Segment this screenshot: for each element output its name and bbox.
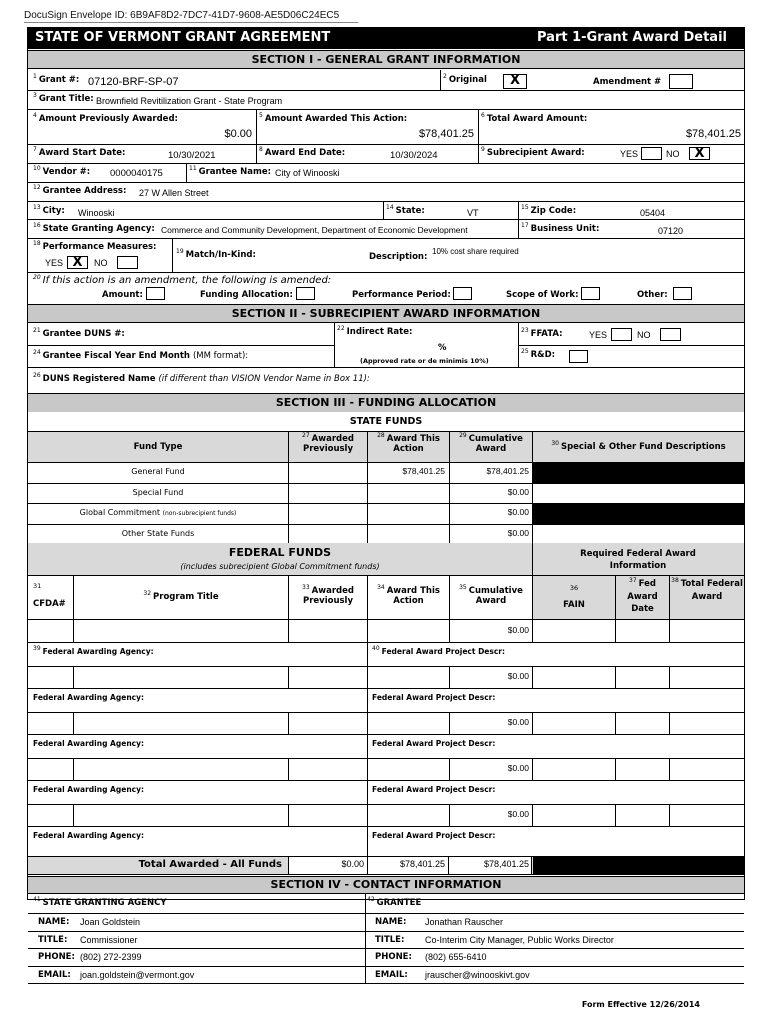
total-awarded-label: Total Awarded - All Funds xyxy=(138,859,282,870)
amend-funding-checkbox[interactable] xyxy=(296,287,315,300)
title-bar xyxy=(27,27,745,49)
performance-yes-label: YES xyxy=(45,258,64,268)
grant-title-label: $^3$ Grant Title: xyxy=(33,92,94,104)
divider xyxy=(28,758,744,759)
duns-registered-label: $^{26}$ DUNS Registered Name (if different than VISION Vendor Name in Box 11): xyxy=(33,372,370,384)
total-award-label: $^6$ Total Award Amount: xyxy=(481,112,588,124)
fed-cum-value[interactable]: $0.00 xyxy=(507,763,529,773)
total-prev-value[interactable]: $0.00 xyxy=(341,859,364,869)
amendment-box[interactable] xyxy=(669,74,693,89)
divider xyxy=(28,688,744,689)
state-contact-name[interactable]: Joan Goldstein xyxy=(80,917,141,927)
divider xyxy=(28,238,744,239)
divider xyxy=(28,780,744,781)
zip-label: $^{15}$ Zip Code: xyxy=(521,204,577,216)
amend-amount-checkbox[interactable] xyxy=(146,287,165,300)
subrecipient-yes-label: YES xyxy=(620,149,639,159)
ffata-yes-label: YES xyxy=(589,330,608,340)
divider xyxy=(186,163,187,182)
state-fund-this[interactable]: $78,401.25 xyxy=(402,466,445,476)
grant-title-value[interactable]: Brownfield Revitilization Grant - State Program xyxy=(96,96,283,106)
divider xyxy=(28,163,744,164)
ffata-label: $^{23}$ FFATA: xyxy=(521,327,563,339)
divider xyxy=(532,666,533,688)
divider xyxy=(532,431,533,544)
envelope-underline xyxy=(24,22,358,23)
performance-yes-checkbox[interactable]: X xyxy=(67,256,88,269)
fed-project-label: Federal Award Project Descr: xyxy=(372,739,496,748)
amendment-text: $^{20}$ If this action is an amendment, the following is amended: xyxy=(33,274,332,286)
divider xyxy=(28,666,744,667)
state-fund-cum[interactable]: $78,401.25 xyxy=(486,466,529,476)
ffata-yes-checkbox[interactable] xyxy=(611,328,632,341)
amendment-label: Amendment # xyxy=(593,77,662,87)
divider xyxy=(367,431,368,544)
amend-other-label: Other: xyxy=(637,290,668,300)
address-label: $^{12}$ Grantee Address: xyxy=(33,184,127,196)
subrecipient-yes-checkbox[interactable] xyxy=(641,147,662,160)
start-date-value[interactable]: 10/30/2021 xyxy=(168,150,216,161)
grantee-contact-name[interactable]: Jonathan Rauscher xyxy=(425,917,504,927)
col-fund-type: Fund Type xyxy=(133,442,183,452)
divider xyxy=(478,109,479,144)
col-cfda: CFDA# xyxy=(33,599,66,609)
divider xyxy=(73,804,74,826)
col-cumulative: $^{29}$ Cumulative Award xyxy=(459,432,523,454)
zip-value[interactable]: 05404 xyxy=(640,208,666,218)
end-date-label: $^8$ Award End Date: xyxy=(259,146,346,158)
amend-funding-label: Funding Allocation: xyxy=(200,290,293,300)
state-fund-cum[interactable]: $0.00 xyxy=(507,507,529,517)
ffata-no-label: NO xyxy=(637,330,651,340)
divider xyxy=(532,575,533,620)
ffata-no-checkbox[interactable] xyxy=(660,328,681,341)
federal-funds-header: FEDERAL FUNDS xyxy=(228,546,332,559)
divider xyxy=(518,345,744,346)
required-federal-header: Required Federal Award Information xyxy=(580,549,696,571)
divider xyxy=(28,367,744,368)
state-contact-email[interactable]: joan.goldstein@vermont.gov xyxy=(80,969,195,980)
state-contact-phone-label: PHONE: xyxy=(38,952,75,962)
divider xyxy=(367,642,368,666)
grantee-header: $^{42}$ GRANTEE xyxy=(367,896,422,908)
col-total-fed: $^{38}$ Total Federal Award xyxy=(671,577,743,602)
total-award-value[interactable]: $78,401.25 xyxy=(685,128,741,140)
agency-label: $^{16}$ State Granting Agency: xyxy=(33,222,155,234)
divider xyxy=(28,931,744,932)
vendor-value[interactable]: 0000040175 xyxy=(110,168,163,179)
total-this-value[interactable]: $78,401.25 xyxy=(399,859,445,869)
subrecipient-no-checkbox[interactable]: X xyxy=(689,147,710,160)
divider xyxy=(288,620,289,642)
divider xyxy=(28,90,744,91)
amend-scope-label: Scope of Work: xyxy=(506,290,579,300)
divider xyxy=(28,272,744,273)
section-2-header: SECTION II - SUBRECIPIENT AWARD INFORMATION xyxy=(28,304,744,323)
performance-label: $^{18}$ Performance Measures: xyxy=(33,240,157,252)
divider xyxy=(367,758,368,780)
divider xyxy=(669,712,670,734)
divider xyxy=(669,620,670,642)
divider xyxy=(28,734,744,735)
divider xyxy=(256,144,257,163)
divider xyxy=(367,666,368,688)
form-title: STATE OF VERMONT GRANT AGREEMENT xyxy=(35,30,331,45)
rd-label: $^{25}$ R&D: xyxy=(521,348,556,360)
state-fund-name: Special Fund xyxy=(132,487,184,497)
amount-prev-value[interactable]: $0.00 xyxy=(224,128,252,140)
original-label: $^2$ Original xyxy=(443,73,487,85)
amount-this-label: $^5$ Amount Awarded This Action: xyxy=(259,112,408,124)
section-3-header: SECTION III - FUNDING ALLOCATION xyxy=(28,393,744,412)
fed-project-label: Federal Award Project Descr: xyxy=(372,785,496,794)
form-part: Part 1-Grant Award Detail xyxy=(537,30,727,45)
total-cum-value[interactable]: $78,401.25 xyxy=(483,859,529,869)
divider xyxy=(28,712,744,713)
fed-agency-label: Federal Awarding Agency: xyxy=(33,739,144,748)
divider xyxy=(532,543,533,575)
state-fund-cum[interactable]: $0.00 xyxy=(507,527,529,538)
state-contact-name-label: NAME: xyxy=(38,917,70,927)
state-fund-cum[interactable]: $0.00 xyxy=(507,486,529,497)
performance-no-checkbox[interactable] xyxy=(117,256,138,269)
divider xyxy=(367,780,368,804)
divider xyxy=(73,758,74,780)
state-fund-name: Global Commitment (non-subrecipient funds) xyxy=(79,508,237,517)
fed-agency-label: $^{39}$ Federal Awarding Agency: xyxy=(33,645,154,656)
divider xyxy=(532,712,533,734)
performance-no-label: NO xyxy=(94,258,108,268)
divider xyxy=(28,642,744,643)
divider xyxy=(28,109,744,110)
state-value[interactable]: VT xyxy=(467,208,479,218)
divider xyxy=(28,826,744,827)
col-fed-award-this: $^{34}$ Award This Action xyxy=(377,584,440,606)
divider xyxy=(28,804,744,805)
business-unit-value[interactable]: 07120 xyxy=(658,226,684,236)
divider xyxy=(367,712,368,734)
divider xyxy=(669,758,670,780)
grantee-contact-email[interactable]: jrauscher@winooskivt.gov xyxy=(425,969,530,980)
divider xyxy=(367,804,368,826)
state-fund-name: General Fund xyxy=(131,467,185,476)
divider xyxy=(28,182,744,183)
description-value[interactable]: 10% cost share required xyxy=(432,247,519,256)
start-date-label: $^7$ Award Start Date: xyxy=(33,146,126,158)
business-unit-label: $^{17}$ Business Unit: xyxy=(521,222,600,234)
total-blackout xyxy=(533,856,744,875)
city-value[interactable]: Winooski xyxy=(78,208,115,218)
subrecipient-label: $^9$ Subrecipient Award: xyxy=(481,146,585,158)
state-contact-email-label: EMAIL: xyxy=(38,969,71,980)
fed-cum-value[interactable]: $0.00 xyxy=(507,717,529,727)
fed-project-label: $^{40}$ Federal Award Project Descr: xyxy=(372,645,505,656)
divider xyxy=(669,666,670,688)
divider xyxy=(28,144,744,145)
address-value[interactable]: 27 W Allen Street xyxy=(139,188,209,198)
divider xyxy=(28,524,744,525)
blackout-cell xyxy=(533,462,744,483)
divider xyxy=(28,219,744,220)
subrecipient-no-label: NO xyxy=(666,149,680,159)
state-agency-header: $^{41}$ STATE GRANTING AGENCY xyxy=(33,896,167,908)
divider xyxy=(367,734,368,758)
blackout-cell xyxy=(533,503,744,524)
divider xyxy=(288,712,289,734)
amend-scope-checkbox[interactable] xyxy=(581,287,600,300)
divider xyxy=(615,712,616,734)
divider xyxy=(615,666,616,688)
divider xyxy=(367,620,368,642)
divider xyxy=(478,144,479,163)
end-date-value[interactable]: 10/30/2024 xyxy=(390,150,438,161)
envelope-id: DocuSign Envelope ID: 6B9AF8D2-7DC7-41D7-9608-AE5D06C24EC5 xyxy=(24,10,340,21)
divider xyxy=(28,483,744,484)
match-label: $^{19}$ Match/In-Kind: xyxy=(176,248,256,260)
amend-amount-label: Amount: xyxy=(102,290,143,300)
col-fed-awarded-prev: $^{33}$ Awarded Previously xyxy=(302,584,354,606)
divider xyxy=(288,431,289,544)
divider xyxy=(365,894,366,984)
amount-prev-label: $^4$ Amount Previously Awarded: xyxy=(33,112,178,124)
fed-project-label: Federal Award Project Descr: xyxy=(372,693,496,702)
divider xyxy=(615,758,616,780)
state-label: $^{14}$ State: xyxy=(386,204,425,216)
amend-period-checkbox[interactable] xyxy=(453,287,472,300)
indirect-pct: % xyxy=(438,343,447,353)
col-fed-cumulative: $^{35}$ Cumulative Award xyxy=(459,584,523,606)
col-special: $^{30}$ Special & Other Fund Descriptions xyxy=(551,440,726,452)
divider xyxy=(28,983,744,984)
col-fain-num: 36 xyxy=(569,584,579,592)
duns-label: $^{21}$ Grantee DUNS #: xyxy=(33,327,125,339)
col-fed-date: $^{37}$ Fed Award Date xyxy=(627,577,658,614)
city-label: $^{13}$ City: xyxy=(33,204,65,216)
divider xyxy=(669,804,670,826)
form-effective: Form Effective 12/26/2014 xyxy=(581,1000,700,1009)
divider xyxy=(73,712,74,734)
divider xyxy=(288,666,289,688)
state-contact-title-label: TITLE: xyxy=(38,934,68,945)
divider xyxy=(532,804,533,826)
fed-cum-value[interactable]: $0.00 xyxy=(507,671,529,681)
grantee-contact-phone-label: PHONE: xyxy=(375,952,412,962)
grant-number-label: $^1$ Grant #: xyxy=(33,73,80,85)
divider xyxy=(73,620,74,642)
col-cfda-num: 31 xyxy=(33,582,42,590)
fed-cum-value[interactable]: $0.00 xyxy=(507,625,529,635)
indirect-label: $^{22}$ Indirect Rate: xyxy=(337,325,413,337)
divider xyxy=(449,431,450,544)
original-checkbox[interactable]: X xyxy=(503,74,527,89)
divider xyxy=(172,238,173,272)
grantee-name-label: $^{11}$ Grantee Name: xyxy=(189,165,272,177)
fed-project-label: Federal Award Project Descr: xyxy=(372,831,496,840)
state-funds-header: STATE FUNDS xyxy=(349,416,423,427)
section-4-header: SECTION IV - CONTACT INFORMATION xyxy=(28,876,744,894)
grantee-contact-phone[interactable]: (802) 655-6410 xyxy=(425,952,487,962)
state-contact-title[interactable]: Commissioner xyxy=(80,934,138,945)
divider xyxy=(28,913,744,914)
divider xyxy=(288,758,289,780)
divider xyxy=(367,826,368,856)
divider xyxy=(256,109,257,144)
rd-checkbox[interactable] xyxy=(569,350,588,363)
grant-number-value[interactable]: 07120-BRF-SP-07 xyxy=(88,76,179,88)
divider xyxy=(28,966,744,967)
divider xyxy=(615,620,616,642)
divider xyxy=(615,804,616,826)
fed-cum-value[interactable]: $0.00 xyxy=(507,809,529,819)
divider xyxy=(532,758,533,780)
grantee-contact-title[interactable]: Co-Interim City Manager, Public Works Director xyxy=(425,934,614,945)
col-fain: FAIN xyxy=(563,600,585,610)
divider xyxy=(73,666,74,688)
fed-agency-label: Federal Awarding Agency: xyxy=(33,785,144,794)
divider xyxy=(28,948,744,949)
agency-value[interactable]: Commerce and Community Development, Department of Economic Development xyxy=(161,225,468,235)
amount-this-value[interactable]: $78,401.25 xyxy=(418,128,474,140)
amend-period-label: Performance Period: xyxy=(352,290,451,300)
grantee-name-value[interactable]: City of Winooski xyxy=(275,168,340,178)
divider xyxy=(532,620,533,642)
divider xyxy=(28,345,334,346)
col-award-this: $^{28}$ Award This Action xyxy=(377,432,440,454)
col-program-title: $^{32}$ Program Title xyxy=(143,590,219,602)
divider xyxy=(440,70,441,90)
fiscal-year-label: $^{24}$ Grantee Fiscal Year End Month (MM format): xyxy=(33,349,249,361)
state-fund-name: Other State Funds xyxy=(121,528,195,538)
divider xyxy=(334,323,335,367)
divider xyxy=(383,201,384,219)
col-awarded-prev: $^{27}$ Awarded Previously xyxy=(302,432,354,454)
divider xyxy=(367,688,368,712)
grantee-contact-title-label: TITLE: xyxy=(375,934,405,945)
grantee-contact-name-label: NAME: xyxy=(375,917,407,927)
grantee-contact-email-label: EMAIL: xyxy=(375,969,408,980)
fed-agency-label: Federal Awarding Agency: xyxy=(33,693,144,702)
section-1-header: SECTION I - GENERAL GRANT INFORMATION xyxy=(28,50,744,69)
federal-funds-note: (includes subrecipient Global Commitment funds) xyxy=(180,562,380,571)
state-contact-phone[interactable]: (802) 272-2399 xyxy=(80,952,142,962)
indirect-note: (Approved rate or de minimis 10%) xyxy=(360,357,489,365)
divider xyxy=(288,804,289,826)
vendor-label: $^{10}$ Vendor #: xyxy=(33,165,91,177)
divider xyxy=(28,201,744,202)
fed-agency-label: Federal Awarding Agency: xyxy=(33,831,144,840)
amend-other-checkbox[interactable] xyxy=(673,287,692,300)
description-label: Description: xyxy=(369,252,428,262)
